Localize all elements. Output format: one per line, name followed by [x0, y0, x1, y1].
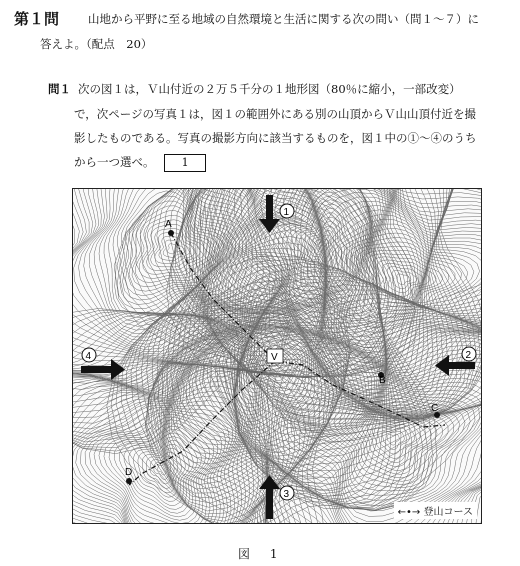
contour-line — [73, 361, 257, 523]
point-b-label: B — [379, 375, 386, 386]
map-legend — [394, 502, 477, 519]
legend-label: 登山コース — [423, 507, 473, 518]
arrow-2-label: 2 — [465, 350, 472, 361]
figure-caption: 図 1 — [238, 547, 286, 561]
arrow-3-label: 3 — [283, 489, 290, 500]
question-1-line-1: 次の図１は，Ｖ山付近の２万５千分の１地形図（80％に縮小，一部改変） — [78, 82, 461, 96]
summit-v-label: V — [271, 352, 278, 363]
question-1-line-2: で，次ページの写真１は，図１の範囲外にある別の山頂からＶ山山頂付近を撮 — [74, 107, 477, 121]
arrow-4-label: 4 — [85, 351, 92, 362]
course-legend-icon: ←•→ — [397, 507, 421, 518]
topographic-map — [72, 188, 482, 524]
answer-box[interactable]: 1 — [164, 154, 206, 172]
intro-line-2: 答えよ。（配点 20） — [40, 37, 153, 51]
contour-lines — [73, 189, 481, 523]
question-1-line-4 — [74, 154, 206, 172]
question-1-line-4-text: から一つ選べ。 — [74, 155, 155, 169]
question-heading: 第１問 — [14, 10, 60, 28]
contour-line — [147, 263, 481, 524]
intro-line-1: 山地から平野に至る地域の自然環境と生活に関する次の問い（問１～７）に — [88, 12, 479, 26]
arrow-1-label: 1 — [283, 207, 290, 218]
question-1-label: 問１ — [48, 82, 71, 96]
question-1-line-3: 影したものである。写真の撮影方向に該当するものを，図１中の①～④のうち — [74, 131, 477, 145]
point-a-label: A — [165, 219, 172, 230]
point-d-marker — [126, 478, 132, 484]
point-c-label: C — [431, 403, 439, 414]
contour-line — [362, 418, 426, 467]
point-d-label: D — [125, 467, 133, 478]
point-a-marker — [168, 230, 174, 236]
